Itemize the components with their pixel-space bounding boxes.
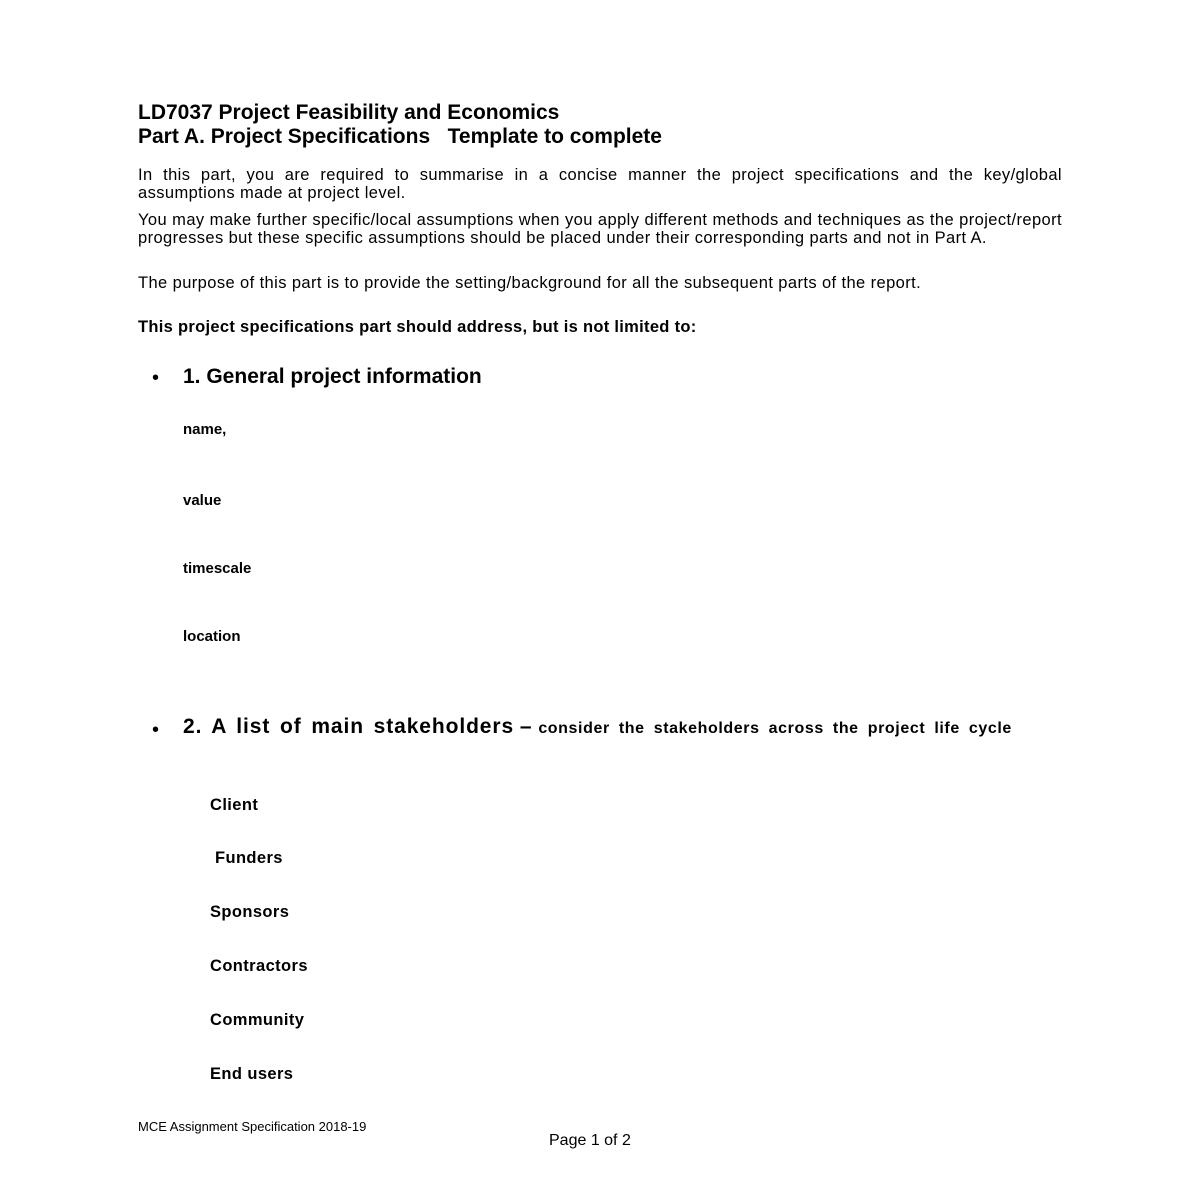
field-label-value: value	[183, 492, 222, 509]
stakeholder-item-community: Community	[210, 1011, 305, 1029]
stakeholders-heading-text: 2. A list of main stakeholders	[183, 715, 515, 738]
intro-paragraph-4: This project specifications part should address, but is not limited to:	[138, 318, 697, 336]
stakeholder-item-contractors: Contractors	[210, 957, 308, 975]
field-label-name: name,	[183, 421, 227, 438]
stakeholders-heading-note: consider the stakeholders across the project life cycle	[538, 720, 1012, 737]
stakeholder-item-funders: Funders	[210, 849, 283, 867]
field-label-location: location	[183, 628, 241, 645]
field-label-timescale: timescale	[183, 560, 252, 577]
section-heading-general: 1. General project information	[183, 365, 482, 388]
intro-paragraph-1: In this part, you are required to summarise in a concise manner the project specifications and the key/global assumptions made at project level.	[138, 166, 1062, 202]
section-heading-stakeholders	[183, 716, 1062, 739]
intro-paragraph-2: You may make further specific/local assumptions when you apply different methods and techniques as the project/report progresses but these specific assumptions should be placed under their corresponding parts and not in Part A.	[138, 211, 1062, 247]
document-title	[138, 101, 662, 149]
stakeholder-item-client: Client	[210, 796, 259, 814]
intro-paragraph-3: The purpose of this part is to provide the setting/background for all the subsequent parts of the report.	[138, 274, 922, 292]
title-line-course: LD7037 Project Feasibility and Economics	[138, 101, 560, 124]
footer-document-label: MCE Assignment Specification 2018-19	[138, 1119, 367, 1134]
footer-page-number: Page 1 of 2	[549, 1132, 631, 1149]
bullet-icon: •	[152, 719, 160, 741]
stakeholder-item-end-users: End users	[210, 1065, 294, 1083]
stakeholder-item-sponsors: Sponsors	[210, 903, 290, 921]
bullet-icon: •	[152, 367, 160, 389]
heading-dash: –	[519, 715, 533, 738]
title-line-part: Part A. Project Specifications Template to complete	[138, 125, 662, 148]
